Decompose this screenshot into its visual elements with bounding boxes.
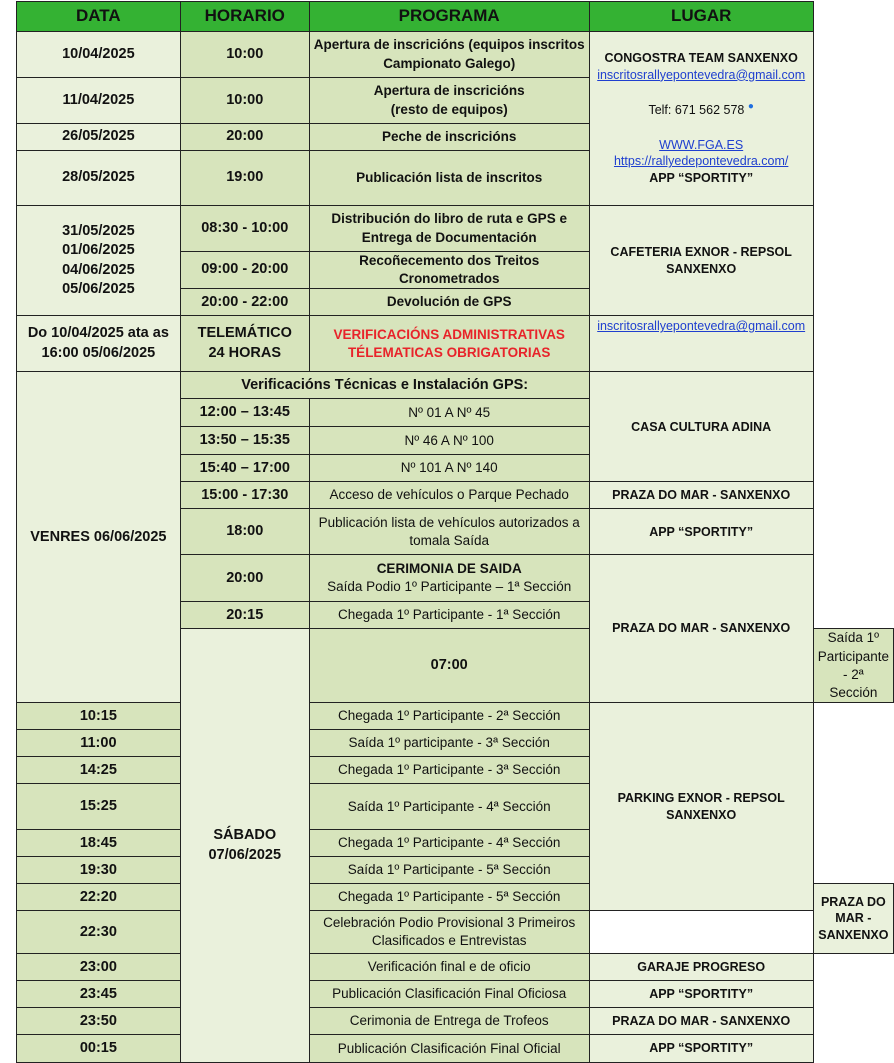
schedule-table <box>16 1 894 1063</box>
time-cell: 19:30 <box>17 857 181 884</box>
lugar-team: CONGOSTRA TEAM SANXENXO <box>604 50 798 65</box>
table-row <box>17 911 894 954</box>
time-cell: 12:00 – 13:45 <box>180 399 309 427</box>
program-cell: Acceso de vehículos o Parque Pechado <box>309 482 589 509</box>
program-cell: Cerimonia de Entrega de Trofeos <box>309 1008 589 1035</box>
program-cell: Publicación Clasificación Final Oficial <box>309 1035 589 1063</box>
time-cell: 23:00 <box>17 954 181 981</box>
time-cell: 10:15 <box>17 703 181 730</box>
lugar-cell: CAFETERIA EXNOR - REPSOL SANXENXO <box>589 206 813 316</box>
table-row <box>17 372 894 399</box>
table-row <box>17 981 894 1008</box>
time-cell: 22:30 <box>17 911 181 954</box>
web-link-fga[interactable]: WWW.FGA.ES <box>659 137 744 152</box>
time-cell: 08:30 - 10:00 <box>180 206 309 252</box>
program-cell: Verificación final e de oficio <box>309 954 589 981</box>
program-cell: Nº 101 A Nº 140 <box>309 455 589 482</box>
program-line-2: (resto de equipos) <box>390 101 508 117</box>
program-cell: Peche de inscricións <box>309 124 589 151</box>
program-cell: Publicación Clasificación Final Oficiosa <box>309 981 589 1008</box>
time-cell: 13:50 – 15:35 <box>180 427 309 455</box>
date-cell-saturday: SÁBADO 07/06/2025 <box>180 629 309 1063</box>
table-row <box>17 206 894 252</box>
time-cell: 19:00 <box>180 151 309 206</box>
program-title: CERIMONIA DE SAIDA <box>376 561 522 577</box>
lugar-cell: PARKING EXNOR - REPSOL SANXENXO <box>589 703 813 911</box>
program-cell: Chegada 1º Participante - 3ª Sección <box>309 757 589 784</box>
time-cell: 22:20 <box>17 884 181 911</box>
time-cell <box>180 316 309 372</box>
program-cell: Apertura de inscricións (equipos inscritos Campionato Galego) <box>309 32 589 78</box>
phone-text <box>594 100 809 119</box>
time-cell: 23:50 <box>17 1008 181 1035</box>
program-line-1: Apertura de inscricións <box>373 83 525 99</box>
time-cell: 00:15 <box>17 1035 181 1063</box>
app-sportity: APP “SPORTITY” <box>649 171 754 186</box>
header-horario: HORARIO <box>180 2 309 32</box>
program-cell: Recoñecemento dos Treitos Cronometrados <box>309 252 589 289</box>
program-cell: Celebración Podio Provisional 3 Primeiros Clasificados e Entrevistas <box>309 911 589 954</box>
program-cell: Publicación lista de inscritos <box>309 151 589 206</box>
program-cell: Chegada 1º Participante - 4ª Sección <box>309 830 589 857</box>
time-cell: 15:40 – 17:00 <box>180 455 309 482</box>
time-line-2: 24 HORAS <box>208 344 282 361</box>
lugar-cell: PRAZA DO MAR - SANXENXO <box>589 1008 813 1035</box>
date-cell: 28/05/2025 <box>17 151 181 206</box>
date-line: 31/05/2025 <box>62 222 135 239</box>
table-row <box>17 316 894 372</box>
program-cell <box>309 555 589 602</box>
time-cell: 20:15 <box>180 602 309 629</box>
lugar-cell: CASA CULTURA ADINA <box>589 372 813 482</box>
header-lugar: LUGAR <box>589 2 813 32</box>
time-cell: 20:00 - 22:00 <box>180 289 309 316</box>
date-line: 05/06/2025 <box>62 281 135 298</box>
lugar-cell: PRAZA DO MAR - SANXENXO <box>589 482 813 509</box>
date-cell-multi <box>17 206 181 316</box>
time-cell: 07:00 <box>309 629 589 703</box>
date-cell: 11/04/2025 <box>17 78 181 124</box>
program-line-2: TÉLEMATICAS OBRIGATORIAS <box>347 344 551 360</box>
program-cell: Saída 1º Participante - 4ª Sección <box>309 784 589 830</box>
lugar-cell <box>589 316 813 372</box>
program-cell: Chegada 1º Participante - 2ª Sección <box>309 703 589 730</box>
time-cell: 14:25 <box>17 757 181 784</box>
time-cell: 15:25 <box>17 784 181 830</box>
program-cell: Nº 46 A Nº 100 <box>309 427 589 455</box>
header-programa: PROGRAMA <box>309 2 589 32</box>
program-cell: Devolución de GPS <box>309 289 589 316</box>
date-cell-friday: VENRES 06/06/2025 <box>17 372 181 703</box>
time-cell: 15:00 - 17:30 <box>180 482 309 509</box>
email-link[interactable]: inscritosrallyepontevedra@gmail.com <box>597 67 806 82</box>
date-cell: 26/05/2025 <box>17 124 181 151</box>
time-cell: 10:00 <box>180 78 309 124</box>
date-line: 04/06/2025 <box>62 261 135 278</box>
program-cell: Distribución do libro de ruta e GPS e Entrega de Documentación <box>309 206 589 252</box>
lugar-cell: APP “SPORTITY” <box>589 981 813 1008</box>
time-cell: 23:45 <box>17 981 181 1008</box>
lugar-cell: APP “SPORTITY” <box>589 1035 813 1063</box>
lugar-organizer-cell <box>589 32 813 206</box>
date-cell: 10/04/2025 <box>17 32 181 78</box>
program-cell: Nº 01 A Nº 45 <box>309 399 589 427</box>
lugar-cell: GARAJE PROGRESO <box>589 954 813 981</box>
table-row <box>17 1008 894 1035</box>
program-cell <box>309 316 589 372</box>
time-cell: 20:00 <box>180 555 309 602</box>
program-line-1: VERIFICACIÓNS ADMINISTRATIVAS <box>333 326 565 342</box>
program-cell: Saída 1º participante - 3ª Sección <box>309 730 589 757</box>
program-cell: Chegada 1º Participante - 5ª Sección <box>309 884 589 911</box>
phone-number: Telf: 671 562 578 <box>648 102 745 117</box>
program-line: Saída Podio 1º Participante – 1ª Sección <box>327 579 572 595</box>
table-row <box>17 1035 894 1063</box>
verif-header-cell: Verificacións Técnicas e Instalación GPS: <box>180 372 589 399</box>
header-row <box>17 2 894 32</box>
table-row <box>17 703 894 730</box>
time-cell: 18:45 <box>17 830 181 857</box>
program-cell <box>309 78 589 124</box>
time-cell: 10:00 <box>180 32 309 78</box>
email-link[interactable]: inscritosrallyepontevedra@gmail.com <box>597 319 806 334</box>
time-cell: 18:00 <box>180 509 309 555</box>
program-cell: Publicación lista de vehículos autorizados a tomala Saída <box>309 509 589 555</box>
time-cell: 11:00 <box>17 730 181 757</box>
lugar-cell: PRAZA DO MAR - SANXENXO <box>589 555 813 703</box>
dot-icon: ● <box>747 100 754 112</box>
header-data: DATA <box>17 2 181 32</box>
lugar-cell: PRAZA DO MAR - SANXENXO <box>813 884 893 954</box>
table-row <box>17 954 894 981</box>
time-line-1: TELEMÁTICO <box>197 325 292 342</box>
date-line: 01/06/2025 <box>62 242 135 259</box>
date-cell: Do 10/04/2025 ata as 16:00 05/06/2025 <box>17 316 181 372</box>
web-link-rallye[interactable]: https://rallyedepontevedra.com/ <box>613 154 789 169</box>
program-cell: Chegada 1º Participante - 1ª Sección <box>309 602 589 629</box>
table-row <box>17 32 894 78</box>
time-cell: 09:00 - 20:00 <box>180 252 309 289</box>
program-cell: Saída 1º Participante - 2ª Sección <box>813 629 893 703</box>
lugar-cell: APP “SPORTITY” <box>589 509 813 555</box>
time-cell: 20:00 <box>180 124 309 151</box>
program-cell: Saída 1º Participante - 5ª Sección <box>309 857 589 884</box>
